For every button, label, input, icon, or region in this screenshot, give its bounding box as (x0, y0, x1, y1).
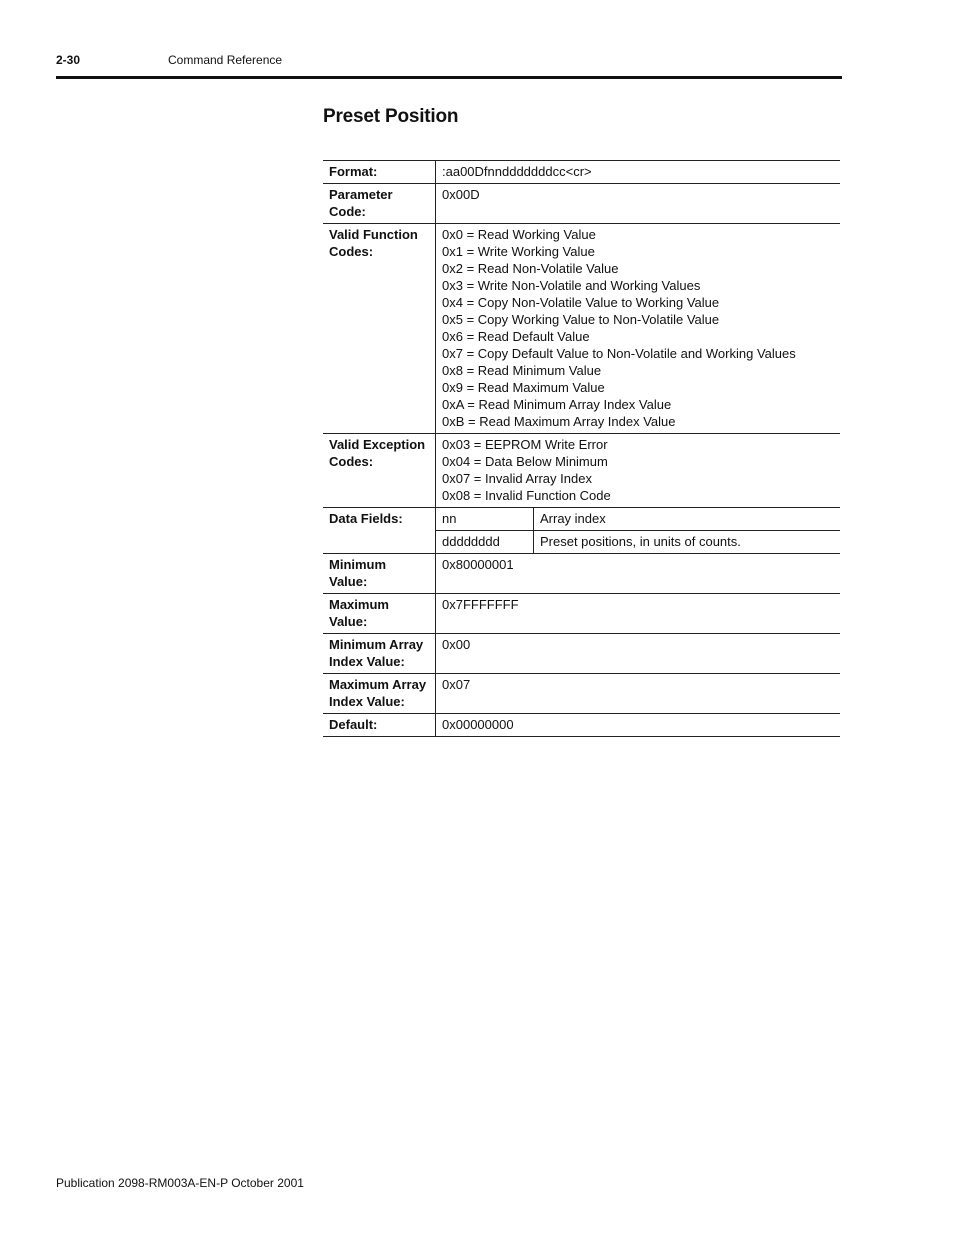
format-value: :aa00Dfnndddddddcc<cr> (436, 161, 841, 184)
list-item: 0x5 = Copy Working Value to Non-Volatile Value (442, 312, 720, 327)
list-item: 0x03 = EEPROM Write Error (442, 437, 608, 452)
table-row-format (323, 161, 840, 184)
list-item: 0x2 = Read Non-Volatile Value (442, 261, 619, 276)
list-item: 0x08 = Invalid Function Code (442, 488, 611, 503)
data-fields-cell (436, 508, 841, 554)
default-value: 0x00000000 (436, 714, 841, 737)
table-row-valid-exception-codes (323, 434, 840, 508)
data-field-name: nn (436, 508, 534, 531)
data-field-description: Array index (540, 511, 606, 526)
parameter-code-label: Parameter Code: (323, 184, 436, 224)
table-row-maximum-array-index (323, 674, 840, 714)
default-label: Default: (323, 714, 436, 737)
table-row-maximum-value (323, 594, 840, 634)
list-item: 0x04 = Data Below Minimum (442, 454, 608, 469)
data-field-name: dddddddd (436, 531, 534, 554)
valid-function-codes-label: Valid Function Codes: (323, 224, 436, 434)
minimum-array-index-label: Minimum Array Index Value: (323, 634, 436, 674)
maximum-array-index-value: 0x07 (436, 674, 841, 714)
list-item: 0x0 = Read Working Value (442, 227, 596, 242)
table-row-minimum-value (323, 554, 840, 594)
maximum-array-index-label: Maximum Array Index Value: (323, 674, 436, 714)
page-number: 2-30 (56, 53, 81, 67)
maximum-value: 0x7FFFFFFF (436, 594, 841, 634)
list-item: 0x7 = Copy Default Value to Non-Volatile and Working Values (442, 346, 796, 361)
section-title: Command Reference (168, 53, 283, 67)
publication-footer: Publication 2098-RM003A-EN-P October 2001 (56, 1176, 304, 1190)
command-spec-table (323, 160, 840, 737)
valid-function-codes-list (436, 224, 841, 434)
list-item: 0x9 = Read Maximum Value (442, 380, 605, 395)
maximum-value-label: Maximum Value: (323, 594, 436, 634)
data-fields-table (436, 508, 840, 553)
valid-exception-codes-label: Valid Exception Codes: (323, 434, 436, 508)
list-item: 0x4 = Copy Non-Volatile Value to Working Value (442, 295, 720, 310)
data-fields-label: Data Fields: (323, 508, 436, 554)
minimum-value: 0x80000001 (436, 554, 841, 594)
format-label: Format: (323, 161, 436, 184)
parameter-code-value: 0x00D (436, 184, 841, 224)
minimum-array-index-value: 0x00 (436, 634, 841, 674)
valid-exception-codes-list (436, 434, 841, 508)
list-item: 0xB = Read Maximum Array Index Value (442, 414, 676, 429)
list-item: 0x6 = Read Default Value (442, 329, 590, 344)
table-row-parameter-code (323, 184, 840, 224)
list-item: 0xA = Read Minimum Array Index Value (442, 397, 672, 412)
list-item: 0x8 = Read Minimum Value (442, 363, 602, 378)
table-row-valid-function-codes (323, 224, 840, 434)
list-item: 0x1 = Write Working Value (442, 244, 595, 259)
table-row-data-fields (323, 508, 840, 554)
data-field-description: Preset positions, in units of counts. (534, 531, 841, 554)
table-row (436, 531, 840, 554)
table-row-default (323, 714, 840, 737)
list-item: 0x07 = Invalid Array Index (442, 471, 592, 486)
table-row-minimum-array-index (323, 634, 840, 674)
page-header (56, 52, 842, 79)
page-title: Preset Position (323, 106, 459, 127)
minimum-value-label: Minimum Value: (323, 554, 436, 594)
list-item: 0x3 = Write Non-Volatile and Working Values (442, 278, 701, 293)
table-row (436, 508, 840, 531)
